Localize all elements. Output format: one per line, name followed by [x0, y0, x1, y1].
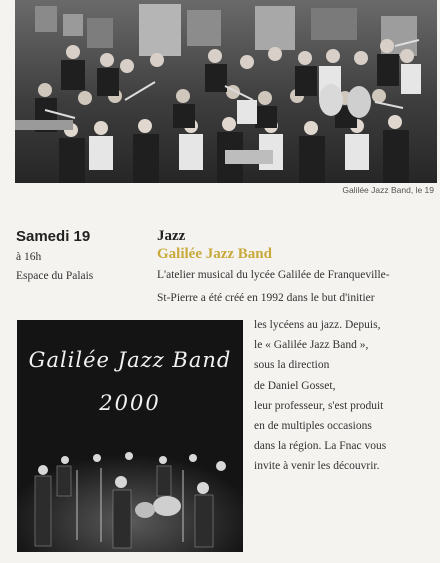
photo-caption: Galilée Jazz Band, le 19 [342, 185, 434, 195]
album-year: 2000 [99, 391, 161, 415]
album-cover-image [17, 320, 243, 552]
event-genre: Jazz [157, 228, 186, 244]
description-line: en de multiples occasions [254, 420, 372, 432]
description-line: leur professeur, s'est produit [254, 400, 384, 412]
description-line: St-Pierre a été créé en 1992 dans le but d'initier [157, 292, 375, 304]
description-line: le « Galilée Jazz Band », [254, 339, 369, 351]
description-line: invite à venir les découvrir. [254, 460, 380, 472]
event-date: Samedi 19 [16, 228, 91, 245]
description-line: L'atelier musical du lycée Galilée de Franqueville- [157, 269, 390, 281]
band-name: Galilée Jazz Band [157, 246, 272, 262]
description-line: de Daniel Gosset, [254, 380, 336, 392]
event-time: à 16h [16, 251, 42, 263]
description-line: dans la région. La Fnac vous [254, 440, 387, 452]
description-line: les lycéens au jazz. Depuis, [254, 319, 381, 331]
band-group-photo [15, 0, 437, 183]
description-line: sous la direction [254, 359, 330, 371]
event-venue: Espace du Palais [16, 270, 94, 282]
album-title: Galilée Jazz Band [28, 348, 232, 372]
group-photo-illustration [15, 0, 437, 183]
